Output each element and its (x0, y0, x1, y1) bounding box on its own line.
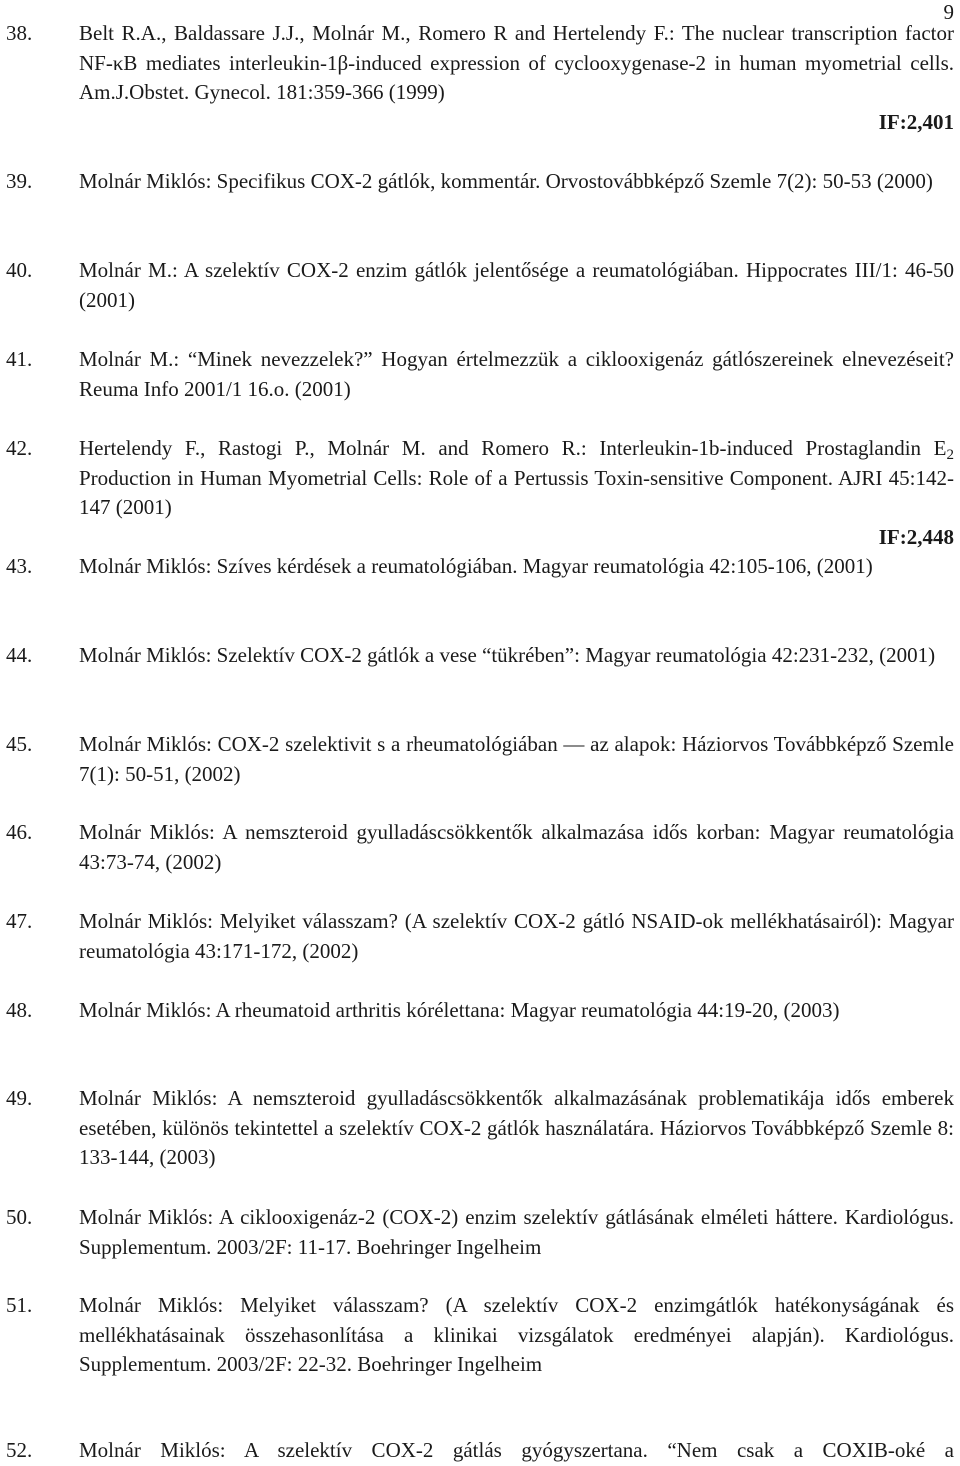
reference-entry (6, 641, 954, 671)
reference-number: 47. (6, 909, 33, 933)
reference-entry (6, 907, 954, 966)
reference-entry (6, 1084, 954, 1173)
reference-entry (6, 730, 954, 789)
reference-text: Molnár Miklós: COX-2 szelektivit s a rheumatológiában — az alapok: Háziorvos Továbbképző Szemle 7(1): 50-51, (2002) (79, 732, 954, 786)
reference-text-part: Production in Human Myometrial Cells: Role of a Pertussis Toxin-sensitive Component. AJRI 45:142-147 (2001) (79, 465, 954, 519)
reference-number: 44. (6, 643, 33, 667)
impact-factor: IF:2,448 (878, 524, 954, 549)
reference-text: Molnár Miklós: A nemszteroid gyulladáscsökkentők alkalmazása idős korban: Magyar reumatológia 43:73-74, (2002) (79, 820, 954, 874)
reference-number: 41. (6, 347, 33, 371)
reference-number: 46. (6, 820, 33, 844)
subscript: 2 (946, 447, 954, 463)
reference-entry (6, 434, 954, 552)
impact-factor: IF:2,401 (878, 109, 954, 134)
reference-number: 39. (6, 169, 33, 193)
reference-text: Belt R.A., Baldassare J.J., Molnár M., Romero R and Hertelendy F.: The nuclear transcription factor NF-κB mediates interleukin-1β-induced expression of cyclooxygenase-2 in human myometrial cells. Am.J.Obstet. Gynecol. 181:359-366 (1999) (79, 21, 954, 104)
reference-number: 40. (6, 258, 33, 282)
reference-text-part: Hertelendy F., Rastogi P., Molnár M. and Romero R.: Interleukin-1b-induced Prostaglandin E (79, 436, 947, 460)
reference-entry (6, 1436, 954, 1466)
reference-text: Molnár Miklós: A ciklooxigenáz-2 (COX-2) enzim szelektív gátlásának elméleti háttere. Kardiológus. Supplementum. 2003/2F: 11-17. Boehringer Ingelheim (79, 1205, 954, 1259)
reference-entry (6, 167, 954, 197)
reference-entry (6, 1291, 954, 1380)
reference-entry (6, 1203, 954, 1262)
reference-text (79, 434, 954, 523)
reference-entry (6, 818, 954, 877)
reference-text: Molnár Miklós: A nemszteroid gyulladáscsökkentők alkalmazásának problematikája idős emberek esetében, különös tekintettel a szelektív COX-2 gátlók használatára. Háziorvos Továbbképző Szemle 8: 133-144, (2003) (79, 1086, 954, 1169)
reference-text: Molnár Miklós: Szíves kérdések a reumatológiában. Magyar reumatológia 42:105-106, (2001) (79, 554, 873, 578)
reference-text: Molnár Miklós: A szelektív COX-2 gátlás gyógyszertana. “Nem csak a COXIB-oké a (79, 1438, 954, 1462)
reference-text: Molnár M.: “Minek nevezzelek?” Hogyan értelmezzük a ciklooxigenáz gátlószereinek elnevezéseit? Reuma Info 2001/1 16.o. (2001) (79, 347, 954, 401)
reference-text: Molnár Miklós: Specifikus COX-2 gátlók, kommentár. Orvostovábbképző Szemle 7(2): 50-53 (2000) (79, 169, 933, 193)
reference-number: 38. (6, 21, 33, 45)
reference-entry (6, 19, 954, 137)
reference-number: 51. (6, 1293, 33, 1317)
reference-entry (6, 552, 954, 582)
reference-entry (6, 996, 954, 1026)
reference-number: 45. (6, 732, 33, 756)
reference-entry (6, 345, 954, 404)
reference-number: 48. (6, 998, 33, 1022)
reference-number: 42. (6, 436, 33, 460)
reference-number: 49. (6, 1086, 33, 1110)
reference-text: Molnár Miklós: Melyiket válasszam? (A szelektív COX-2 gátló NSAID-ok mellékhatásairól): Magyar reumatológia 43:171-172, (2002) (79, 909, 954, 963)
reference-text: Molnár Miklós: Melyiket válasszam? (A szelektív COX-2 enzimgátlók hatékonyságának és mellékhatásainak összehasonlítása a klinikai vizsgálatok eredményei alapján). Kardiológus. Supplementum. 2003/2F: 22-32. Boehringer Ingelheim (79, 1293, 954, 1376)
page-number: 9 (943, 0, 954, 24)
reference-number: 43. (6, 554, 33, 578)
reference-text: Molnár Miklós: Szelektív COX-2 gátlók a vese “tükrében”: Magyar reumatológia 42:231-232, (2001) (79, 643, 936, 667)
reference-number: 52. (6, 1438, 33, 1462)
reference-text: Molnár M.: A szelektív COX-2 enzim gátlók jelentősége a reumatológiában. Hippocrates III/1: 46-50 (2001) (79, 258, 954, 312)
reference-entry (6, 256, 954, 315)
reference-number: 50. (6, 1205, 33, 1229)
reference-text: Molnár Miklós: A rheumatoid arthritis kórélettana: Magyar reumatológia 44:19-20, (2003) (79, 998, 840, 1022)
